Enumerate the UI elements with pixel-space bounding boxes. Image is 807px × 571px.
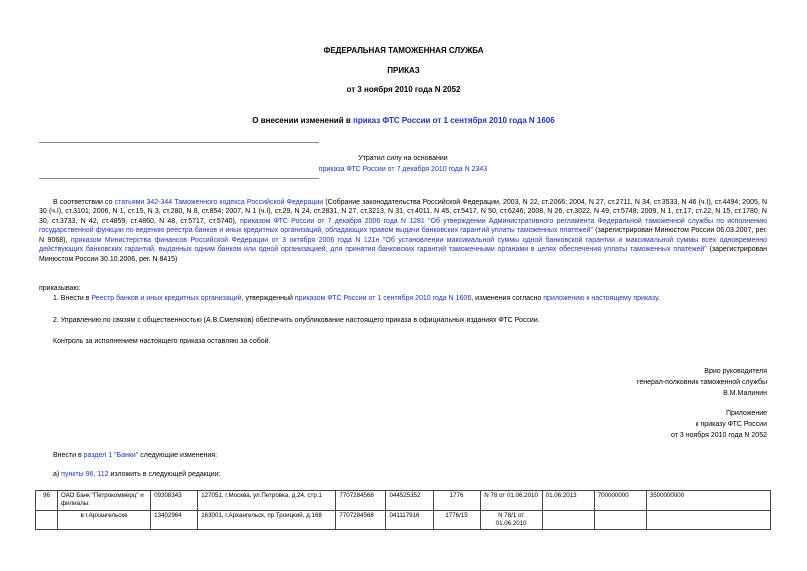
table-cell: ОАО Банк "Петрокоммерц" и филиалы: bbox=[58, 491, 151, 511]
table-cell: 163001, г.Архангельск, пр.Троицкий, д.168 bbox=[198, 510, 336, 530]
table-cell: 041117916 bbox=[386, 510, 433, 530]
table-cell: в г.Архангельске bbox=[58, 510, 151, 530]
table-cell bbox=[542, 510, 594, 530]
item-1-text-2: , утвержденный bbox=[241, 295, 295, 302]
control-text: Контроль за исполнением настоящего приказа оставляю за собой. bbox=[53, 338, 271, 345]
status-divider-bottom bbox=[39, 178, 319, 179]
signature-line-2: генерал-полковник таможенной службы bbox=[636, 379, 767, 386]
preamble-link-fts-order-1281[interactable]: приказом ФТС России от 7 декабря 2006 года N 1281 "Об утверждении Административного регламента Федеральной таможенной службы по исполнению государственной функции по ведению реестра банков и иных кредитных организаций, обладающих правом выдачи банковских гарантий уплаты таможенных платежей" bbox=[39, 217, 768, 235]
table-cell: 1776/15 bbox=[433, 510, 480, 530]
table-cell: 09308343 bbox=[151, 491, 198, 511]
preamble-text-1: В соответствии со bbox=[53, 199, 115, 206]
changes-text-1: Внести в bbox=[53, 452, 84, 459]
doc-title-prefix: О внесении изменений в bbox=[252, 116, 353, 125]
table-cell: N 78 от 01.06.2010 bbox=[480, 491, 542, 511]
sub-item-a-text-2: изложить в следующей редакции: bbox=[108, 471, 221, 478]
table-cell: 96 bbox=[36, 491, 58, 511]
table-cell: 700000000 bbox=[594, 491, 646, 511]
doc-date: от 3 ноября 2010 года N 2052 bbox=[346, 85, 461, 94]
sub-item-a bbox=[53, 470, 221, 479]
sub-item-a-link-points[interactable]: пункты 96, 112 bbox=[61, 471, 109, 478]
changes-text-2: следующие изменения: bbox=[138, 452, 218, 459]
table-cell: N 78/1 от 01.06.2010 bbox=[480, 510, 542, 530]
preamble-link-customs-code[interactable]: статьями 342-344 Таможенного кодекса Российской Федерации bbox=[114, 199, 324, 206]
item-1 bbox=[39, 294, 767, 303]
item-1-link-order-1606[interactable]: приказом ФТС России от 1 сентября 2010 года N 1606 bbox=[294, 295, 472, 302]
table-cell: 1776 bbox=[433, 491, 480, 511]
appendix-line-3: от 3 ноября 2010 года N 2052 bbox=[671, 432, 767, 439]
item-1-link-appendix[interactable]: приложению к настоящему приказу bbox=[543, 295, 658, 302]
status-text: Утратил силу на основании bbox=[358, 155, 448, 162]
table-cell: 7707284568 bbox=[336, 510, 386, 530]
appendix-line-1: Приложение bbox=[725, 410, 767, 417]
bank-table bbox=[35, 490, 771, 530]
doc-title-link[interactable]: приказ ФТС России от 1 сентября 2010 года N 1606 bbox=[353, 116, 555, 125]
doc-type: ПРИКАЗ bbox=[387, 66, 420, 75]
item-2: 2. Управлению по связям с общественностью (А.В.Смеляков) обеспечить опубликование настоящего приказа в официальных изданиях ФТС России. bbox=[53, 317, 540, 324]
table-cell: 127051, г.Москва, ул.Петровка, д.24, стр.1 bbox=[198, 491, 336, 511]
preamble-text-2: (Собрание законодательства Российской Федерации, 2003, N 22, ст.2066; 2004, N 27, ст.2711, N 34, ст.3533, N 46 (ч.I), ст.4494; 2005, N 30 (ч.I), ст.3101; 2006, N 1, ст.15, N 3, ст.280, N 8, ст.854; 2007, N 1 (ч.I), ст.29, N 24, ст.2831, N 27, ст.3213, N 31, ст.4011, N 45, ст.5417, N 50, ст.6246; 2008, N 26, ст.3022, N 49, ст.5748; 2009, N 1, ст.17, ст.22, N 15, ст.1780, N 30, ст.3733, N 42, ст.4859, ст.4860, N 48, ст.5717, ст.5740), bbox=[39, 199, 767, 225]
item-1-text-1: 1. Внести в bbox=[53, 295, 92, 302]
preamble-text-4: (зарегистрирован Минюстом России 30.10.2006, рег. N 8415) bbox=[39, 246, 767, 263]
table-cell bbox=[646, 510, 770, 530]
changes-intro bbox=[53, 451, 217, 460]
item-1-link-registry[interactable]: Реестр банков и иных кредитных организаций bbox=[91, 295, 242, 302]
table-cell bbox=[594, 510, 646, 530]
changes-link-section-1[interactable]: раздел 1 "Банки" bbox=[83, 452, 139, 459]
preamble-text-3: (зарегистрирован Минюстом России 06.03.2007, рег. N 9068), bbox=[39, 227, 767, 244]
item-1-text-3: , изменения согласно bbox=[471, 295, 544, 302]
table-cell: 13402964 bbox=[151, 510, 198, 530]
status-divider-top bbox=[39, 142, 319, 143]
table-cell: 01.06.2013 bbox=[542, 491, 594, 511]
appendix-line-2: к приказу ФТС России bbox=[695, 421, 767, 428]
table-cell: 7707284568 bbox=[336, 491, 386, 511]
item-1-text-4: . bbox=[657, 295, 660, 302]
agency-title: ФЕДЕРАЛЬНАЯ ТАМОЖЕННАЯ СЛУЖБА bbox=[323, 46, 484, 55]
status-link[interactable]: приказа ФТС России от 7 декабря 2010 года N 2343 bbox=[318, 166, 488, 173]
preamble-link-minfin-order-121n[interactable]: приказом Министерства финансов Российской Федерации от 3 октября 2006 года N 121н "Об установлении максимальной суммы одной банковской гарантии и максимальной суммы всех одновременно действующих банковских гарантий, выданных одним банком или одной организацией, для принятия банковских гарантий таможенными органами в целях обеспечения уплаты таможенных платежей" bbox=[39, 236, 768, 254]
table-cell: 3500000000 bbox=[646, 491, 770, 511]
signature-line-1: Врио руководителя bbox=[704, 368, 767, 375]
sub-item-a-text-1: а) bbox=[53, 471, 62, 478]
table-cell: 044525352 bbox=[386, 491, 433, 511]
table-row bbox=[36, 491, 771, 511]
table-row bbox=[36, 510, 771, 530]
signature-line-3: В.М.Малинин bbox=[723, 390, 767, 397]
status-link-wrap bbox=[200, 165, 606, 174]
order-word: приказываю: bbox=[39, 285, 81, 292]
doc-title bbox=[0, 116, 807, 127]
preamble bbox=[39, 198, 767, 264]
table-cell bbox=[36, 510, 58, 530]
